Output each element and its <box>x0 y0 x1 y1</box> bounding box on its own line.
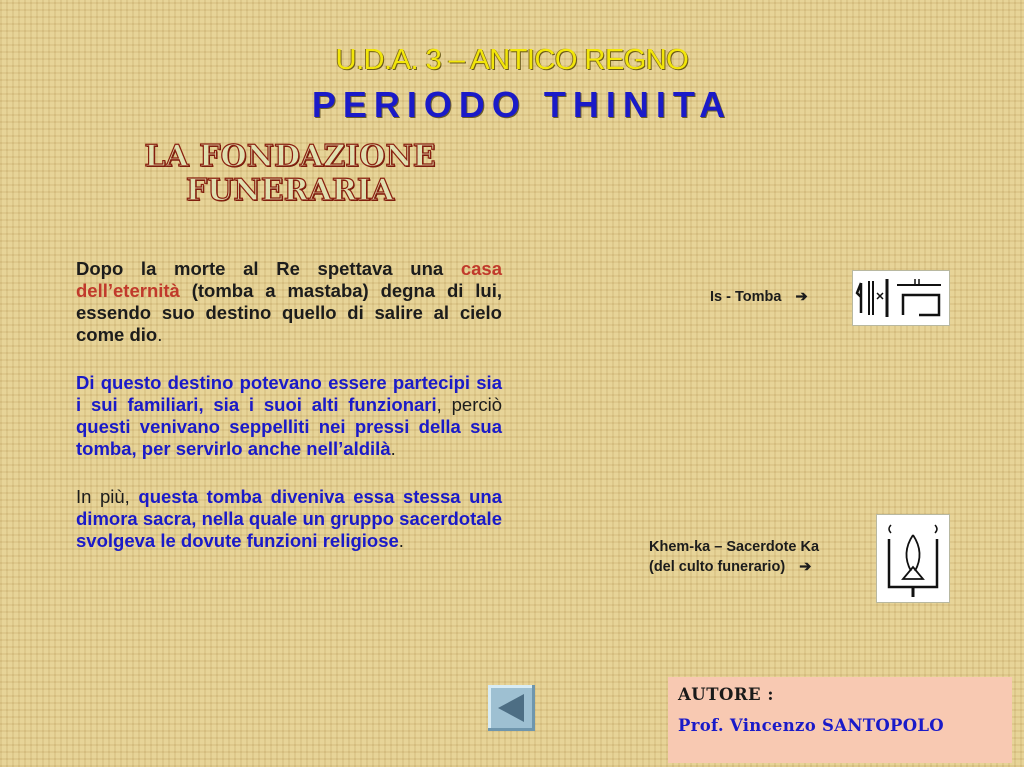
p2-text: Di questo destino potevano essere partecipi sia i sui familiari, sia i suoi alti funzionari <box>76 372 502 415</box>
author-label: AUTORE : <box>678 685 774 704</box>
paragraph-3 <box>76 486 502 552</box>
priest-label-line2: (del culto funerario) <box>649 559 786 575</box>
priest-label-line1: Khem-ka – Sacerdote Ka <box>649 539 820 555</box>
tomb-hieroglyph-icon <box>853 271 949 325</box>
p2-end: . <box>390 438 396 459</box>
priest-hieroglyph <box>876 514 950 603</box>
p1-highlight: casa dell’eternità <box>76 258 502 301</box>
priest-label <box>649 537 819 577</box>
author-name: Prof. Vincenzo SANTOPOLO <box>678 716 944 735</box>
tomb-label <box>710 287 808 307</box>
section-title <box>110 140 470 208</box>
header-title: U.D.A. 3 – ANTICO REGNO <box>335 44 689 76</box>
p1-text: Dopo la morte al Re spettava una <box>76 258 461 279</box>
p1-end: . <box>157 324 163 345</box>
p3-end: . <box>398 530 404 551</box>
paragraph-2 <box>76 372 502 460</box>
p3-text: questa tomba diveniva essa stessa una dimora sacra, nella quale un gruppo sacerdotale svolgeva le dovute funzioni religiose <box>76 486 503 551</box>
p3-plain: In più, <box>76 486 139 507</box>
p2-text-2: questi venivano seppelliti nei pressi della sua tomba, per servirlo anche nell’aldilà <box>76 416 502 459</box>
section-title-line2: FUNERARIA <box>185 173 395 208</box>
tomb-hieroglyph <box>852 270 950 326</box>
author-box <box>668 677 1012 763</box>
triangle-left-icon <box>488 685 535 731</box>
body-text <box>76 258 502 578</box>
arrow-right-icon: ➔ <box>795 289 808 305</box>
p2-plain: , perciò <box>436 394 502 415</box>
header-subtitle: PERIODO THINITA <box>311 84 733 125</box>
tomb-label-text: Is - Tomba <box>710 289 782 305</box>
arrow-right-icon: ➔ <box>799 559 812 575</box>
section-title-line1: LA FONDAZIONE <box>144 139 436 174</box>
paragraph-1 <box>76 258 502 346</box>
p1-text-2: (tomba a mastaba) degna di lui, essendo suo destino quello di salire al cielo come dio <box>76 280 502 345</box>
priest-hieroglyph-icon <box>877 515 949 602</box>
back-button[interactable] <box>488 685 535 731</box>
